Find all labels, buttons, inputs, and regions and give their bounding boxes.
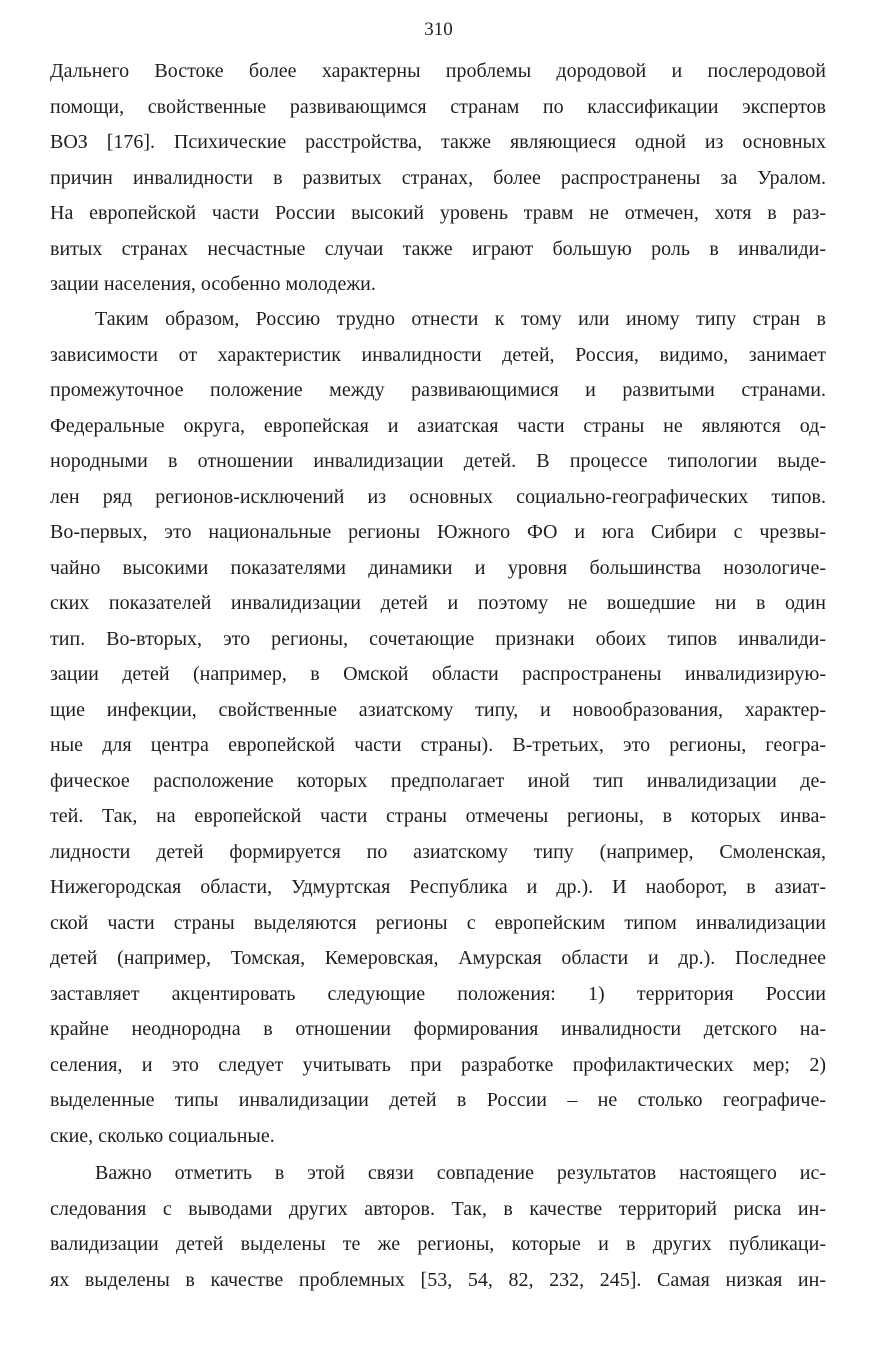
text-line: крайне неоднородна в отношении формирования инвалидности детского на-	[50, 1018, 826, 1040]
text-line: ской части страны выделяются регионы с европейским типом инвалидизации	[50, 911, 826, 934]
text-line: лен ряд регионов-исключений из основных социально-географических типов.	[50, 485, 826, 508]
text-line: фическое расположение которых предполагает иной тип инвалидизации де-	[50, 769, 826, 792]
text-line: Дальнего Востоке более характерны проблемы дородовой и послеродовой	[50, 60, 826, 82]
text-line: щие инфекции, свойственные азиатскому типу, и новообразования, характер-	[50, 698, 826, 721]
text-line: витых странах несчастные случаи также играют большую роль в инвалиди-	[50, 237, 826, 260]
text-line: выделенные типы инвалидизации детей в России – не столько географиче-	[50, 1089, 826, 1111]
text-line: нородными в отношении инвалидизации детей. В процессе типологии выде-	[50, 450, 826, 472]
text-line: Нижегородская области, Удмуртская Республика и др.). И наоборот, в азиат-	[50, 876, 826, 898]
text-line: селения, и это следует учитывать при разработке профилактических мер; 2)	[50, 1053, 826, 1076]
text-line: следования с выводами других авторов. Так, в качестве территорий риска ин-	[50, 1197, 826, 1220]
text-line: Во-первых, это национальные регионы Южного ФО и юга Сибири с чрезвы-	[50, 521, 826, 543]
text-line: заставляет акцентировать следующие положения: 1) территория России	[50, 982, 826, 1005]
text-line: тей. Так, на европейской части страны отмечены регионы, в которых инва-	[50, 805, 826, 827]
text-line: помощи, свойственные развивающимся странам по классификации экспертов	[50, 95, 826, 118]
text-line: ВОЗ [176]. Психические расстройства, также являющиеся одной из основных	[50, 131, 826, 153]
paragraph-2	[50, 302, 826, 1154]
text-line: лидности детей формируется по азиатскому типу (например, Смоленская,	[50, 840, 826, 863]
text-line: валидизации детей выделены те же регионы, которые и в других публикаци-	[50, 1233, 826, 1255]
paragraph-3	[50, 1156, 826, 1298]
text-line: чайно высокими показателями динамики и уровня большинства нозологиче-	[50, 556, 826, 579]
text-line: ских показателей инвалидизации детей и поэтому не вошедшие ни в один	[50, 592, 826, 614]
page-number: 310	[424, 19, 453, 40]
text-line: Федеральные округа, европейская и азиатская части страны не являются од-	[50, 414, 826, 437]
text-line: зации детей (например, в Омской области распространены инвалидизирую-	[50, 663, 826, 685]
text-line: ские, сколько социальные.	[50, 1124, 275, 1147]
text-line: Таким образом, Россию трудно отнести к тому или иному типу стран в	[95, 308, 826, 330]
text-line: Важно отметить в этой связи совпадение результатов настоящего ис-	[95, 1162, 826, 1184]
text-line: На европейской части России высокий уровень травм не отмечен, хотя в раз-	[50, 202, 826, 224]
text-line: зации населения, особенно молодежи.	[50, 273, 376, 295]
paragraph-1	[50, 54, 826, 303]
text-line: тип. Во-вторых, это регионы, сочетающие признаки обоих типов инвалиди-	[50, 627, 826, 650]
text-line: промежуточное положение между развивающимися и развитыми странами.	[50, 379, 826, 401]
text-line: детей (например, Томская, Кемеровская, Амурская области и др.). Последнее	[50, 947, 826, 969]
text-line: зависимости от характеристик инвалидности детей, Россия, видимо, занимает	[50, 343, 826, 366]
text-line: причин инвалидности в развитых странах, более распространены за Уралом.	[50, 166, 826, 189]
text-line: ные для центра европейской части страны). В-третьих, это регионы, геогра-	[50, 734, 826, 756]
text-line: ях выделены в качестве проблемных [53, 54, 82, 232, 245]. Самая низкая ин-	[50, 1268, 826, 1291]
